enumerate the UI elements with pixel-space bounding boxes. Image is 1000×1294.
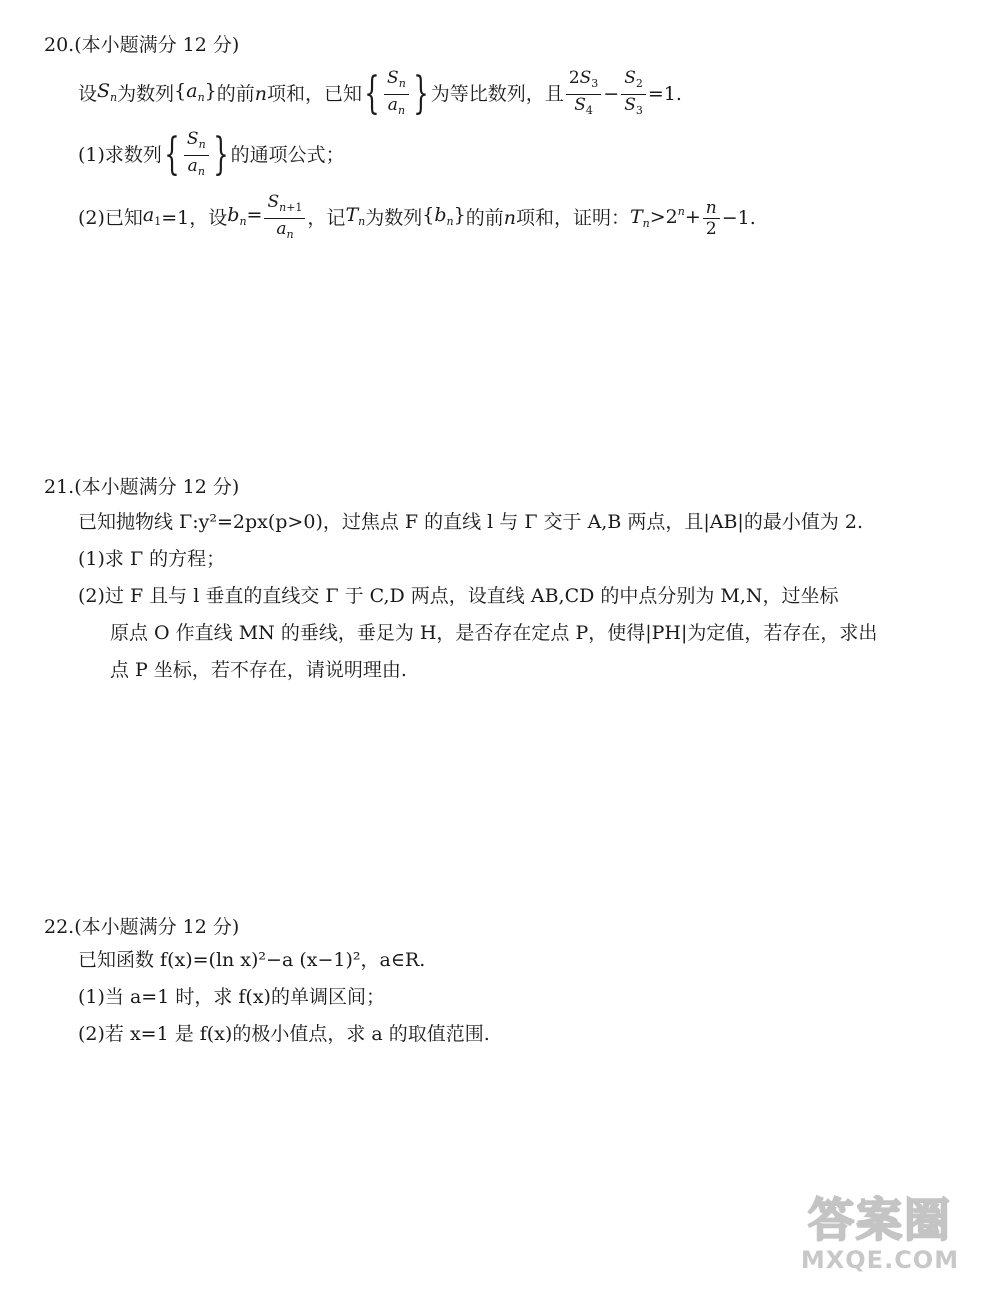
problem-22-stem: 已知函数 f(x)=(ln x)²−a (x−1)²，a∈R. [78, 949, 426, 971]
problem-22-header: 22.(本小题满分 12 分) [44, 916, 240, 938]
problem-21-question-1: (1)求 Γ 的方程； [78, 548, 226, 570]
problem-21-stem: 已知抛物线 Γ:y²=2px(p>0)，过焦点 F 的直线 l 与 Γ 交于 A,B 两点，且|AB|的最小值为 2. [78, 511, 863, 533]
site-watermark [780, 1194, 980, 1284]
problem-21-question-2-line-3: 点 P 坐标，若不存在，请说明理由. [110, 659, 407, 681]
watermark-logo-text: 答案圈 [808, 1193, 952, 1247]
problem-22-question-2: (2)若 x=1 是 f(x)的极小值点，求 a 的取值范围. [78, 1023, 490, 1045]
problem-21-question-2-line-1: (2)过 F 且与 l 垂直的直线交 Γ 于 C,D 两点，设直线 AB,CD 的中点分别为 M,N，过坐标 [78, 585, 839, 607]
problem-21-question-2-line-2: 原点 O 作直线 MN 的垂线，垂足为 H，是否存在定点 P，使得|PH|为定值，若存在，求出 [110, 622, 878, 644]
problem-20-header: 20.(本小题满分 12 分) [44, 34, 240, 56]
problem-20-stem: 设 $S_n$ 为数列 $\{a_n\}$ 的前 n 项和，已知 { $\frac{S_n}{a_n}$ } 为等比数列，且 $\frac{2S_3}{S_4}$ − $\frac{S_2}{S_3}$ =1. [78, 67, 682, 119]
problem-22-question-1: (1)当 a=1 时，求 f(x)的单调区间； [78, 986, 385, 1008]
problem-21-header: 21.(本小题满分 12 分) [44, 476, 240, 498]
problem-20-question-1: (1)求数列 { $\frac{S_n}{a_n}$ } 的通项公式； [78, 128, 345, 180]
problem-20-question-2: (2)已知 $a_1$ =1，设 $b_n=$ $\frac{S_{n+1}}{a_n}$ ，记 $T_n$ 为数列 $\{b_n\}$ 的前 n 项和，证明： $T_n>2^n+$ $\frac{n}{2}$ −1. [78, 191, 756, 241]
watermark-url: MXQE.COM [800, 1246, 960, 1274]
